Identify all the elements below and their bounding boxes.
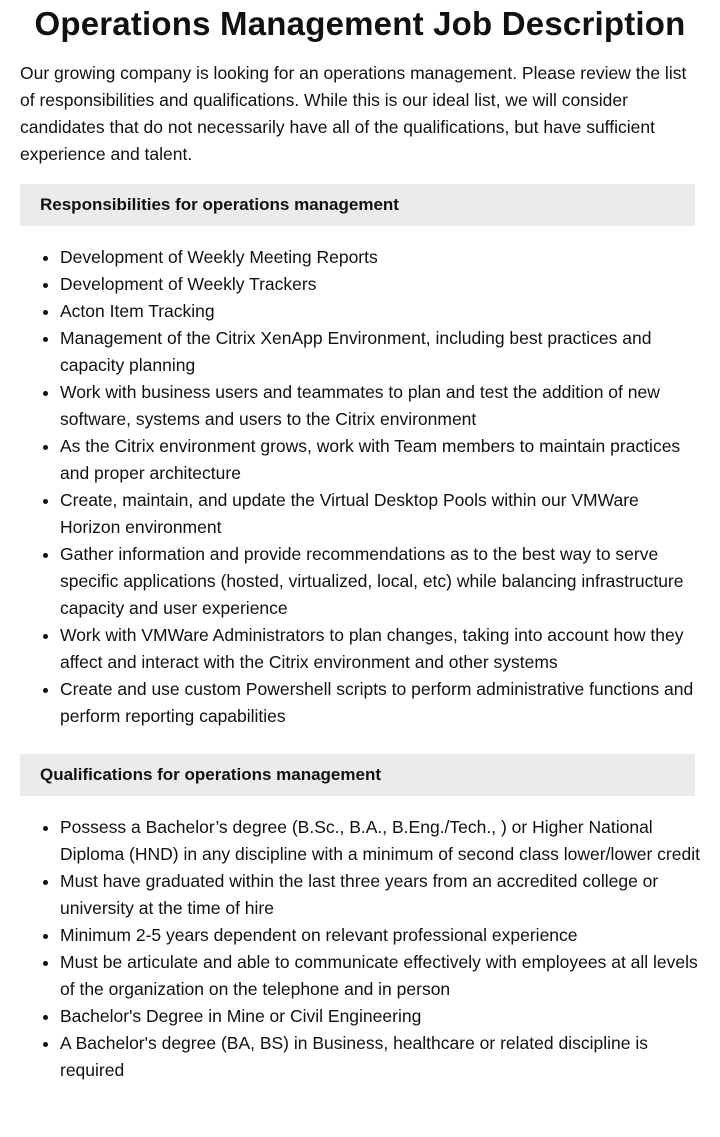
list-item: • As the Citrix environment grows, work with Team members to maintain practices and proper architecture <box>60 433 700 487</box>
intro-paragraph: Our growing company is looking for an operations management. Please review the list of responsibilities and qualifications. While this is our ideal list, we will consider candidates that do not necessarily have all of the qualifications, but have sufficient experience and talent. <box>20 63 687 164</box>
list-item: • Management of the Citrix XenApp Environment, including best practices and capacity planning <box>60 325 700 379</box>
page-title: Operations Management Job Description <box>34 5 686 42</box>
list-item: • Development of Weekly Meeting Reports <box>60 244 700 271</box>
list-item: • Create, maintain, and update the Virtual Desktop Pools within our VMWare Horizon environment <box>60 487 700 541</box>
responsibilities-list <box>0 244 700 730</box>
list-item: • Acton Item Tracking <box>60 298 700 325</box>
list-item: • A Bachelor's degree (BA, BS) in Business, healthcare or related discipline is required <box>60 1030 700 1084</box>
list-item: • Work with VMWare Administrators to plan changes, taking into account how they affect and interact with the Citrix environment and other systems <box>60 622 700 676</box>
list-item: • Gather information and provide recommendations as to the best way to serve specific applications (hosted, virtualized, local, etc) while balancing infrastructure capacity and user experience <box>60 541 700 622</box>
list-item: • Must have graduated within the last three years from an accredited college or university at the time of hire <box>60 868 700 922</box>
responsibilities-heading: Responsibilities for operations management <box>20 184 695 226</box>
list-item: • Create and use custom Powershell scripts to perform administrative functions and perform reporting capabilities <box>60 676 700 730</box>
list-item: • Minimum 2-5 years dependent on relevant professional experience <box>60 922 700 949</box>
qualifications-heading: Qualifications for operations management <box>20 754 695 796</box>
list-item: • Work with business users and teammates to plan and test the addition of new software, systems and users to the Citrix environment <box>60 379 700 433</box>
qualifications-list <box>0 814 700 1084</box>
list-item: • Must be articulate and able to communicate effectively with employees at all levels of the organization on the telephone and in person <box>60 949 700 1003</box>
list-item: • Development of Weekly Trackers <box>60 271 700 298</box>
list-item: • Bachelor's Degree in Mine or Civil Engineering <box>60 1003 700 1030</box>
list-item: • Possess a Bachelor’s degree (B.Sc., B.A., B.Eng./Tech., ) or Higher National Diploma (HND) in any discipline with a minimum of second class lower/lower credit <box>60 814 700 868</box>
